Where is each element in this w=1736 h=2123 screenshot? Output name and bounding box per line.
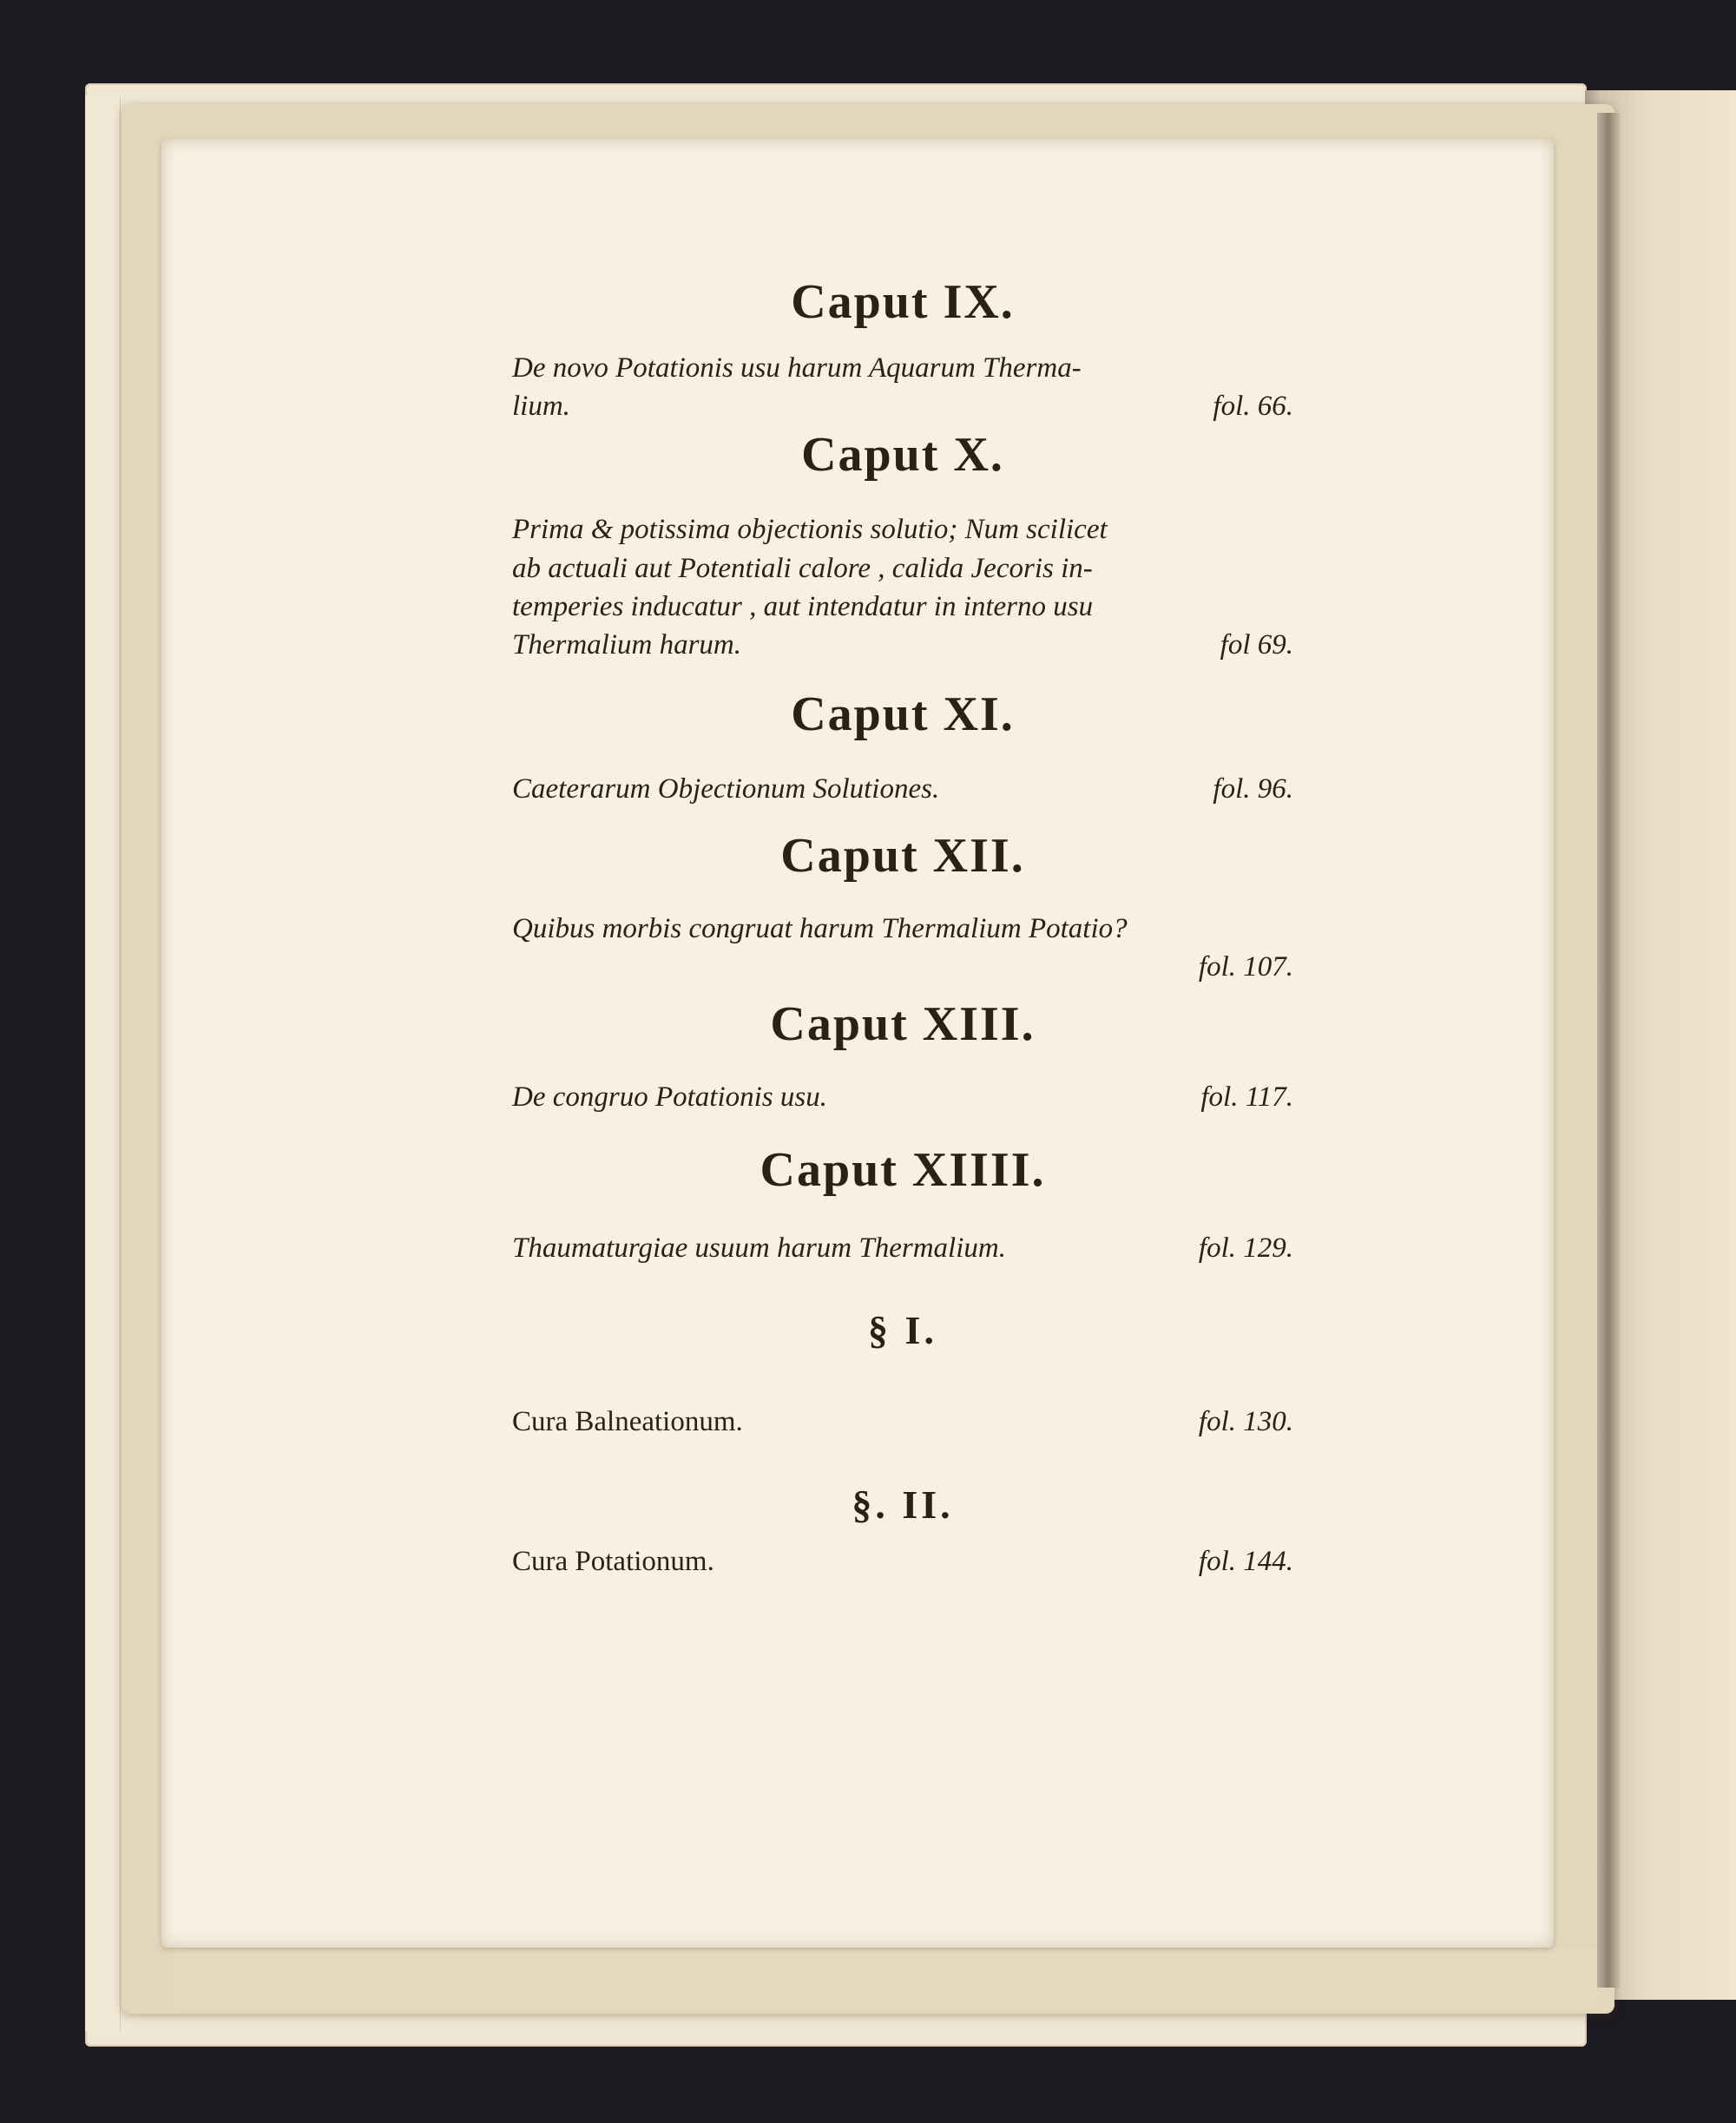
book-gutter xyxy=(1597,113,1620,1988)
entry-line: ab actuali aut Potentiali calore , calida Jecoris in- xyxy=(512,552,1093,584)
chapter-heading: Caput X. xyxy=(801,428,1004,483)
folio-reference: fol 69. xyxy=(1220,629,1293,661)
section-heading: §. II. xyxy=(852,1482,954,1527)
chapter-heading: Caput XI. xyxy=(791,687,1015,742)
entry-line: Cura Potationum. xyxy=(512,1545,714,1577)
table-of-contents xyxy=(512,217,1293,1581)
section-entry xyxy=(512,1403,1293,1441)
entry-line: Thaumaturgiae usuum harum Thermalium. xyxy=(512,1232,1006,1265)
entry-line: lium. xyxy=(512,391,570,423)
section-entry xyxy=(512,1542,1293,1581)
folio-reference: fol. 130. xyxy=(1198,1406,1293,1438)
entry-line: Prima & potissima objectionis solutio; Num scilicet xyxy=(512,514,1108,546)
folio-reference: fol. 107. xyxy=(1198,950,1293,983)
folio-reference: fol. 66. xyxy=(1213,391,1293,423)
chapter-entry xyxy=(512,910,1293,986)
entry-line: Thermalium harum. xyxy=(512,629,742,661)
chapter-entry xyxy=(512,770,1293,808)
entry-line: De novo Potationis usu harum Aquarum Therma- xyxy=(512,352,1082,384)
chapter-heading: Caput IX. xyxy=(791,275,1015,329)
chapter-heading: Caput XIII. xyxy=(770,996,1036,1051)
folio-reference: fol. 144. xyxy=(1198,1545,1293,1577)
page-bottom-edge xyxy=(174,1948,1597,2008)
folio-reference: fol. 117. xyxy=(1200,1081,1293,1113)
folio-reference: fol. 96. xyxy=(1213,773,1293,805)
entry-line: Caeterarum Objectionum Solutiones. xyxy=(512,773,940,805)
entry-line: De congruo Potationis usu. xyxy=(512,1081,827,1113)
entry-line: Cura Balneationum. xyxy=(512,1406,743,1438)
chapter-heading: Caput XIIII. xyxy=(760,1143,1046,1198)
chapter-entry xyxy=(512,349,1293,425)
section-heading: § I. xyxy=(868,1308,937,1353)
chapter-entry xyxy=(512,510,1293,664)
chapter-entry xyxy=(512,1078,1293,1116)
chapter-entry xyxy=(512,1229,1293,1267)
chapter-heading: Caput XII. xyxy=(780,828,1025,883)
folio-reference: fol. 129. xyxy=(1198,1232,1293,1265)
binding-strip xyxy=(85,95,121,2031)
entry-line: Quibus morbis congruat harum Thermalium Potatio? xyxy=(512,912,1128,944)
entry-line: temperies inducatur , aut intendatur in interno usu xyxy=(512,590,1094,622)
